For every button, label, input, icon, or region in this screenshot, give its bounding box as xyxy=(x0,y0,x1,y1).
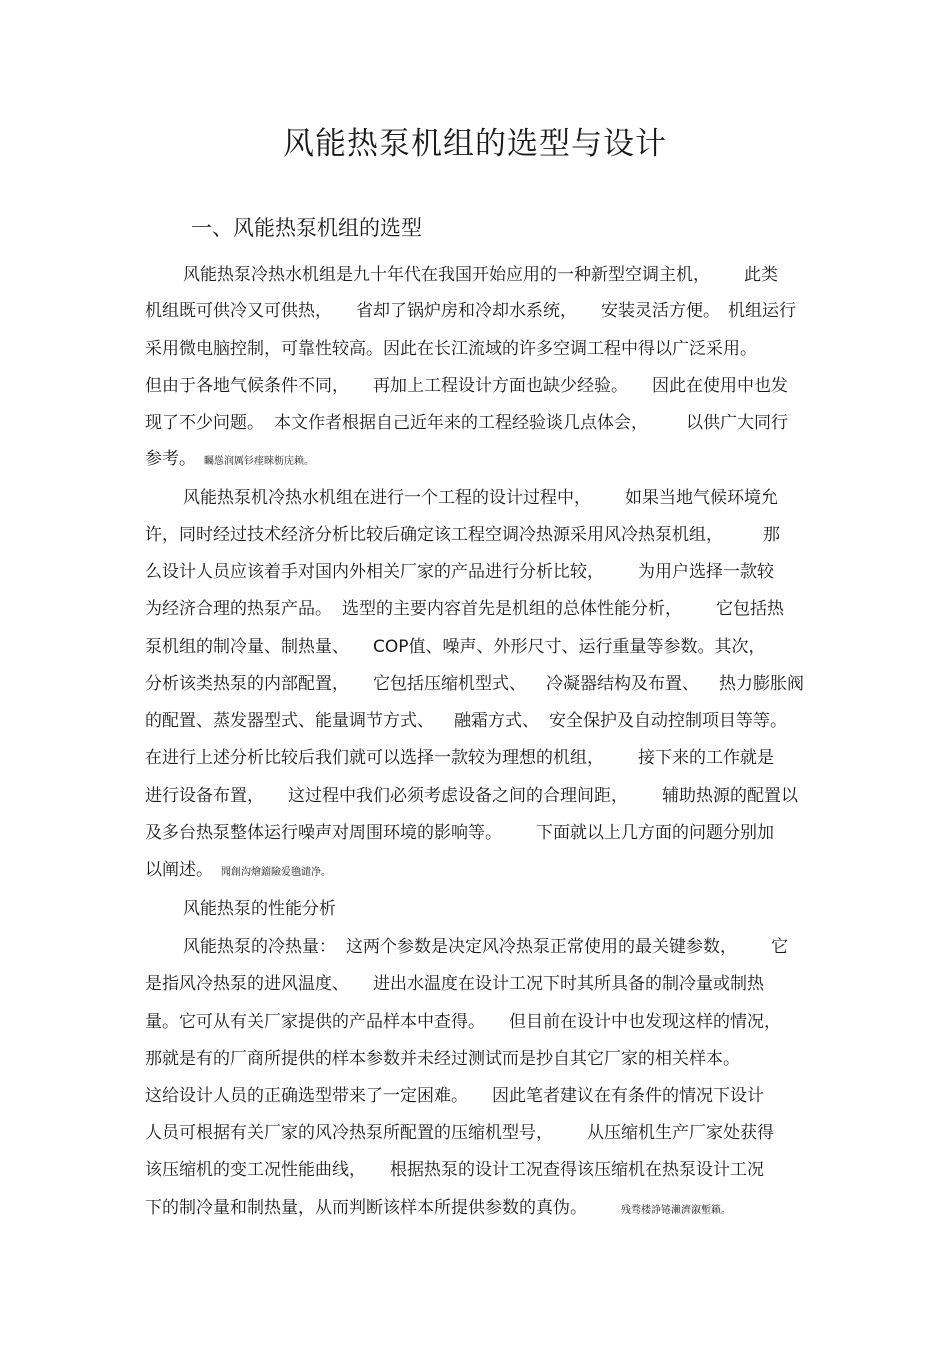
text-run: 热力膨胀阀 xyxy=(719,674,804,694)
paragraph-line xyxy=(145,635,766,659)
paragraph-line: 那就是有的厂商所提供的样本参数并未经过测试而是抄自其它厂家的相关样本。 xyxy=(145,1049,740,1069)
text-run: 为经济合理的热泵产品。 xyxy=(145,599,332,619)
text-run: 再加上工程设计方面也缺少经验。 xyxy=(373,376,628,396)
text-run: 它包括压缩机型式、 xyxy=(373,674,526,694)
text-run: 这过程中我们必须考虑设备之间的合理间距， xyxy=(288,786,628,806)
text-run: 根据热泵的设计工况查得该压缩机在热泵设计工况 xyxy=(390,1160,764,1180)
document-title: 风能热泵机组的选型与设计 xyxy=(283,126,667,162)
paragraph-line xyxy=(145,972,764,996)
text-run: 人员可根据有关厂家的风冷热泵所配置的压缩机型号， xyxy=(145,1123,553,1143)
text-run: 进出水温度在设计工况下时其所具备的制冷量或制热 xyxy=(373,974,764,994)
text-run: 在进行上述分析比较后我们就可以选择一款较为理想的机组， xyxy=(145,748,604,768)
paragraph-line xyxy=(145,597,784,621)
text-run: 本文作者根据自己近年来的工程经验谈几点体会， xyxy=(274,413,648,433)
text-run: 为用户选择一款较 xyxy=(638,562,774,582)
text-run: 该压缩机的变工况性能曲线， xyxy=(145,1160,366,1180)
text-run: 选型的主要内容首先是机组的总体性能分析， xyxy=(342,599,682,619)
text-run: 如果当地气候环境允 xyxy=(625,488,778,508)
text-run: 泵机组的制冷量、制热量、 xyxy=(145,637,349,657)
text-run: 那 xyxy=(763,525,780,545)
text-run: 分析该类热泵的内部配置， xyxy=(145,674,349,694)
text-run: 冷凝器结构及布置、 xyxy=(546,674,699,694)
paragraph-line xyxy=(145,1121,774,1145)
paragraph-line xyxy=(145,374,788,398)
text-run: 量。它可从有关厂家提供的产品样本中查得。 xyxy=(145,1012,485,1032)
paragraph-line: 采用微电脑控制，可靠性较高。因此在长江流域的许多空调工程中得以广泛采用。 xyxy=(145,339,757,359)
text-run: 下面就以上几方面的问题分别加 xyxy=(536,823,774,843)
text-run: 现了不少问题。 xyxy=(145,413,264,433)
text-run: 的配置、蒸发器型式、能量调节方式、 xyxy=(145,711,434,731)
text-run: 以供广大同行 xyxy=(686,413,788,433)
paragraph-line xyxy=(145,1158,764,1182)
paragraph-line xyxy=(183,263,778,287)
text-run: 机组运行 xyxy=(728,301,796,321)
text-run: 安装灵活方便。 xyxy=(601,301,720,321)
sub-heading: 风能热泵的性能分析 xyxy=(183,899,336,919)
paragraph-line xyxy=(145,746,774,770)
text-run: 但目前在设计中也发现这样的情况， xyxy=(509,1012,781,1032)
paragraph-line xyxy=(145,821,774,845)
section-heading: 一、风能热泵机组的选型 xyxy=(191,216,422,240)
text-run: 因此在使用中也发 xyxy=(652,376,788,396)
paragraph-line xyxy=(145,784,798,808)
paragraph-line xyxy=(145,672,804,696)
text-run: 风能热泵的冷热量： xyxy=(183,937,336,957)
text-run: 风能热泵机冷热水机组在进行一个工程的设计过程中， xyxy=(183,488,591,508)
paragraph-line xyxy=(145,523,780,547)
text-run: 么设计人员应该着手对国内外相关厂家的产品进行分析比较， xyxy=(145,562,604,582)
text-run: 许，同时经过技术经济分析比较后确定该工程空调冷热源采用风冷热泵机组， xyxy=(145,525,723,545)
garbled-text: 聞創沟燴鐺險爱氇谴净。 xyxy=(221,867,331,878)
text-run: 机组既可供冷又可供热， xyxy=(145,301,332,321)
text-run: 融霜方式、 xyxy=(454,711,539,731)
paragraph-line xyxy=(145,447,314,474)
text-run: 是指风冷热泵的进风温度、 xyxy=(145,974,349,994)
text-run: 及多台热泵整体运行噪声对周围环境的影响等。 xyxy=(145,823,502,843)
text-run: 风能热泵冷热水机组是九十年代在我国开始应用的一种新型空调主机， xyxy=(183,265,710,285)
garbled-text: 矚慫润厲钐瘗睞枥庑赖。 xyxy=(204,456,314,467)
paragraph-line xyxy=(183,486,778,510)
text-run: 这两个参数是决定风冷热泵正常使用的最关键参数， xyxy=(346,937,737,957)
text-run: 这给设计人员的正确选型带来了一定困难。 xyxy=(145,1086,468,1106)
paragraph-line xyxy=(145,560,774,584)
text-run: 以阐述。 xyxy=(145,860,213,880)
text-run: 从压缩机生产厂家处获得 xyxy=(587,1123,774,1143)
paragraph-line xyxy=(145,1010,781,1034)
text-run: 参考。 xyxy=(145,449,196,469)
paragraph-line xyxy=(145,858,331,885)
paragraph-line xyxy=(183,935,788,959)
paragraph-line xyxy=(145,299,796,323)
paragraph-line xyxy=(145,411,788,435)
garbled-text: 残骛楼諍锩瀨濟溆塹籟。 xyxy=(621,1205,731,1216)
paragraph-line xyxy=(145,709,787,733)
text-run: 因此笔者建议在有条件的情况下设计 xyxy=(492,1086,764,1106)
text-run: COP值、噪声、外形尺寸、运行重量等参数。其次， xyxy=(373,637,766,657)
text-run: 进行设备布置， xyxy=(145,786,264,806)
text-run: 辅助热源的配置以 xyxy=(662,786,798,806)
text-run: 它 xyxy=(771,937,788,957)
text-run: 接下来的工作就是 xyxy=(638,748,774,768)
text-run: 它包括热 xyxy=(716,599,784,619)
text-run: 下的制冷量和制热量，从而判断该样本所提供参数的真伪。 xyxy=(145,1198,587,1218)
text-run: 安全保护及自动控制项目等等。 xyxy=(549,711,787,731)
paragraph-line xyxy=(145,1196,731,1223)
text-run: 此类 xyxy=(744,265,778,285)
text-run: 但由于各地气候条件不同， xyxy=(145,376,349,396)
paragraph-line xyxy=(145,1084,764,1108)
text-run: 省却了锅炉房和冷却水系统， xyxy=(356,301,577,321)
